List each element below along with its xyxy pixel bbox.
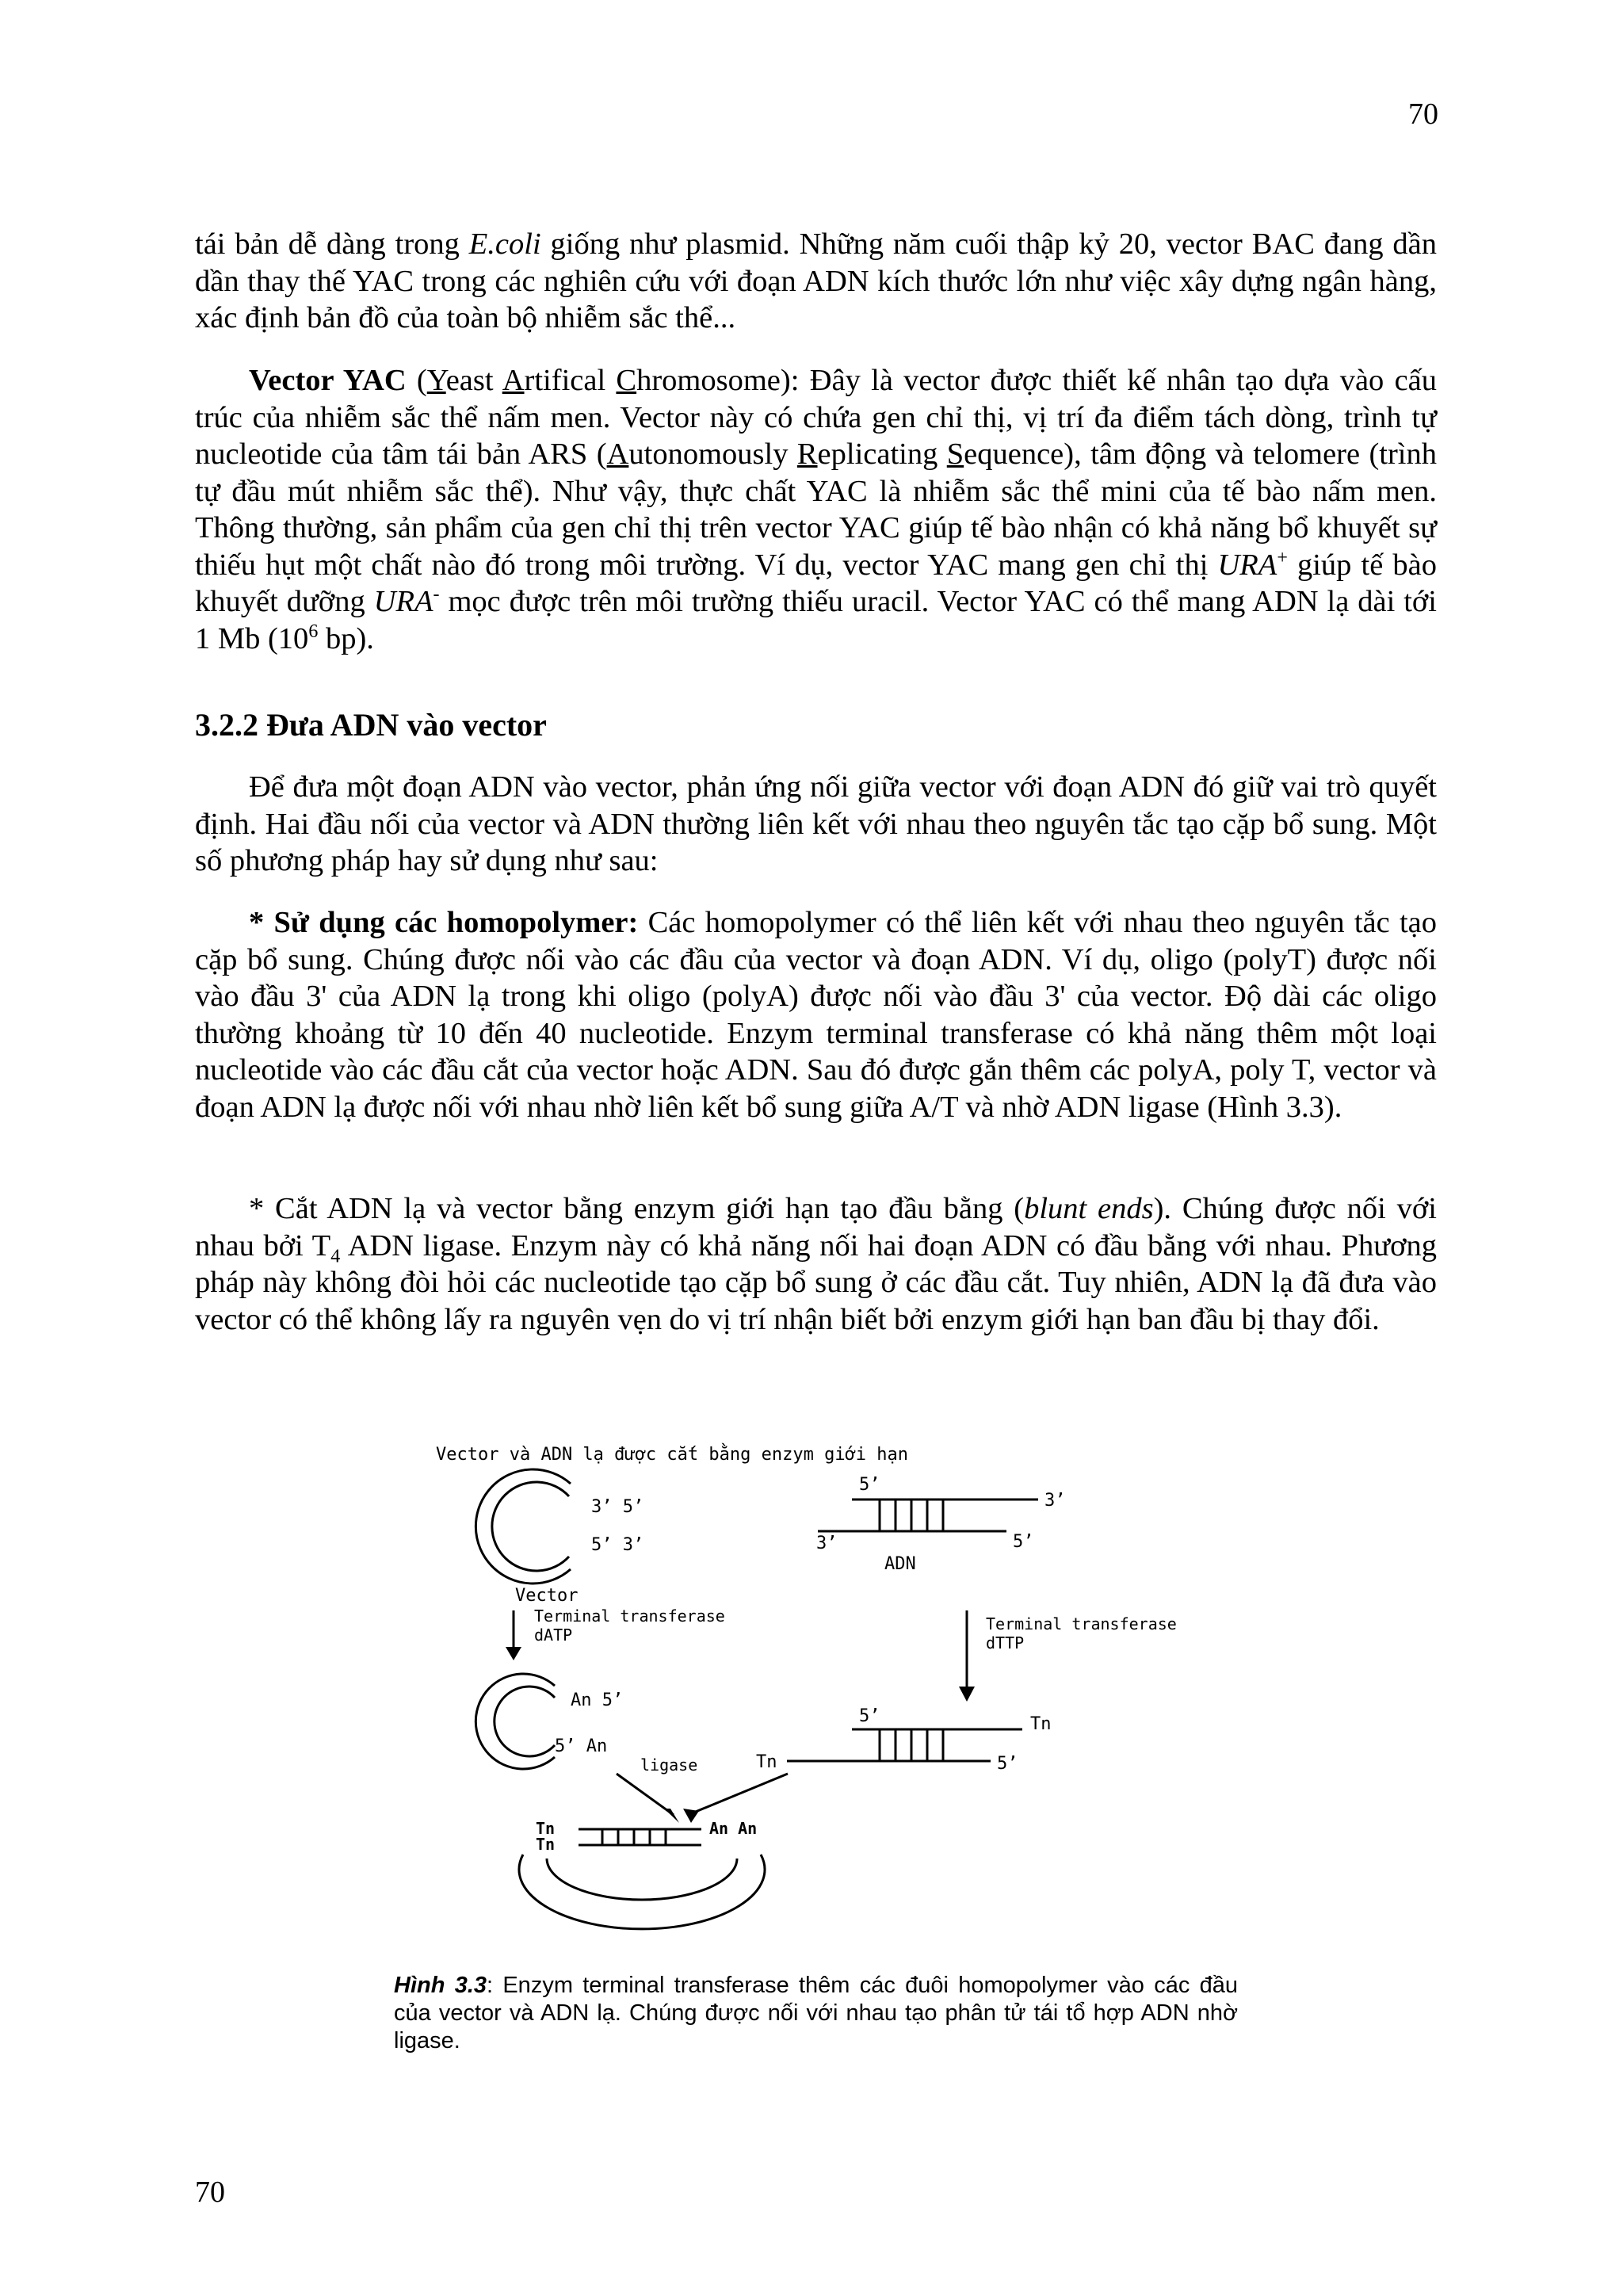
figure-diagram [436,1442,1177,1966]
svg-text:5’: 5’ [997,1754,1018,1774]
ligase-label: ligase [640,1755,698,1775]
product-circle-inner [547,1859,737,1900]
paragraph-blunt-ends: * Cắt ADN lạ và vector bằng enzym giới hạn tạo đầu bằng (blunt ends). Chúng được nối với nhau bởi $T_4$ ADN ligase. Enzym này có khả năng nối hai đoạn ADN có đầu bằng với nhau. Phương pháp này không đòi hỏi các nucleotide tạo cặp bổ sung ở các đầu cắt. Tuy nhiên, ADN lạ đã đưa vào vector có thể không lấy ra nguyên vẹn do vị trí nhận biết bởi enzym giới hạn ban đầu bị thay đổi. [195,1192,1437,1336]
svg-text:Tn: Tn [536,1819,556,1838]
term-homopolymer: * Sử dụng các homopolymer: [249,906,639,939]
page-number-top: 70 [1408,97,1438,131]
svg-text:3’ 5’: 3’ 5’ [591,1497,644,1517]
svg-text:5’: 5’ [859,1475,880,1495]
svg-text:3’: 3’ [816,1534,838,1553]
paragraph-intro: Để đưa một đoạn ADN vào vector, phản ứng nối giữa vector với đoạn ADN đó giữ vai trò quyết định. Hai đầu nối của vector và ADN thường liên kết với nhau theo nguyên tắc tạo cặp bổ sung. Một số phương pháp hay sử dụng như sau: [195,770,1437,877]
paragraph-homopolymer: * Sử dụng các homopolymer: Các homopolymer có thể liên kết với nhau theo nguyên tắc tạo cặp bổ sung. Chúng được nối vào các đầu của vector và đoạn ADN. Ví dụ, oligo (polyT) được nối vào đầu 3' của ADN lạ trong khi oligo (polyA) được nối vào đầu 3' của vector. Độ dài các oligo thường khoảng từ 10 đến 40 nucleotide. Enzym terminal transferase có khả năng thêm một loại nucleotide vào các đầu cắt của vector hoặc ADN. Sau đó được gắn thêm các polyA, poly T, vector và đoạn ADN lạ được nối với nhau nhờ liên kết bổ sung giữa A/T và nhờ ADN ligase (Hình 3.3). [195,906,1437,1124]
svg-text:Terminal transferase: Terminal transferase [534,1606,725,1626]
svg-text:5’: 5’ [859,1706,880,1726]
arrow-ligase-right [688,1774,788,1815]
figure-homopolymer-ligation [436,1442,1177,1966]
paragraph-vector-yac: Vector YAC (Yeast Artifical Chromosome): Đây là vector được thiết kế nhân tạo dựa vào cấu trúc của nhiễm sắc thể nấm men. Vector này có chứa gen chỉ thị, vị trí đa điểm tách dòng, trình tự nucleotide của tâm tái bản ARS (Autonomously Replicating Sequence), tâm động và telomere (trình tự đầu mút nhiễm sắc thể). Như vậy, thực chất YAC là nhiễm sắc thể mini của tế bào nấm men. Thông thường, sản phẩm của gen chỉ thị trên vector YAC giúp tế bào nhận có khả năng bổ khuyết sự thiếu hụt một chất nào đó trong môi trường. Ví dụ, vector YAC mang gen chỉ thị URA+ giúp tế bào khuyết dưỡng URA- mọc được trên môi trường thiếu uracil. Vector YAC có thể mang ADN lạ dài tới 1 Mb ($10^6$ bp). [195,364,1438,655]
svg-text:5’: 5’ [1013,1532,1034,1552]
page-number-bottom: 70 [195,2176,225,2209]
svg-text:Tn: Tn [756,1752,777,1772]
section-heading: 3.2.2 Đưa ADN vào vector [195,707,547,743]
svg-text:5’ An: 5’ An [555,1736,608,1756]
term-vector-yac: Vector YAC [249,364,407,397]
svg-text:Terminal transferase: Terminal transferase [986,1614,1177,1633]
svg-text:5’ 3’: 5’ 3’ [591,1535,644,1555]
paragraph-bac-continuation: tái bản dễ dàng trong E.coli giống như plasmid. Những năm cuối thập kỷ 20, vector BAC đang dần dần thay thế YAC trong các nghiên cứu với đoạn ADN kích thước lớn như việc xây dựng ngân hàng, xác định bản đồ của toàn bộ nhiễm sắc thể... [195,227,1438,334]
svg-text:Tn: Tn [536,1835,556,1854]
vector-tailed-inner [495,1687,555,1756]
product-circle-outer [519,1855,765,1929]
svg-text:An 5’: An 5’ [571,1690,624,1710]
adn-label: ADN [884,1554,916,1574]
vector-label: Vector [515,1586,579,1606]
svg-text:3’: 3’ [1044,1491,1066,1511]
caption-label: Hình 3.3 [394,1973,487,1998]
svg-text:dTTP: dTTP [986,1633,1025,1652]
svg-text:An An: An An [709,1819,758,1838]
figure-caption: Hình 3.3: Enzym terminal transferase thêm các đuôi homopolymer vào các đầu của vector và ADN lạ. Chúng được nối với nhau tạo phân tử tái tổ hợp ADN nhờ ligase. [394,1973,1238,2053]
svg-text:dATP: dATP [534,1626,573,1645]
svg-text:Tn: Tn [1030,1714,1052,1734]
vector-circle-inner [492,1482,569,1571]
figure-title: Vector và ADN lạ được cắt bằng enzym giới hạn [436,1445,909,1465]
